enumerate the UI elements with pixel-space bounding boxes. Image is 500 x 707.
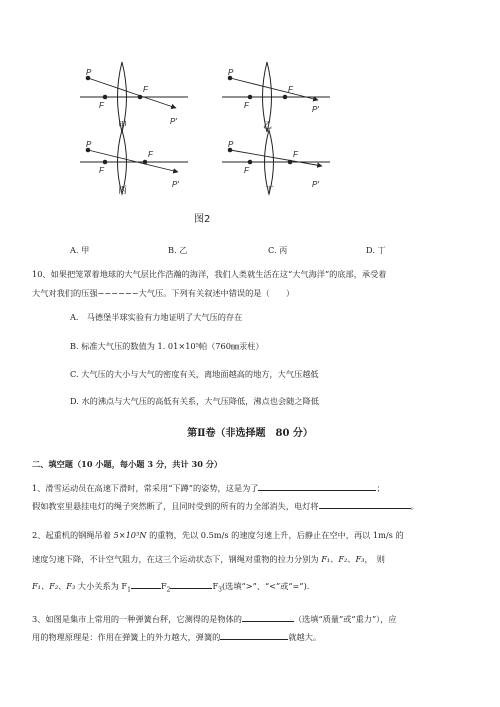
label-p-prime: P′: [172, 180, 179, 189]
light-ray: [230, 150, 322, 166]
option-a[interactable]: A. 甲: [70, 245, 90, 255]
q1-blank-2[interactable]: [319, 499, 411, 509]
q3-line2: [32, 630, 321, 643]
q2-text: F: [212, 581, 219, 591]
q3-line1: [32, 612, 397, 625]
label-f: F: [99, 101, 104, 110]
q3-text: 3、如图是集市上常用的一种弹簧台秤，它测得的是物体的: [32, 614, 242, 624]
label-p: P: [86, 68, 92, 77]
option-c[interactable]: C. 丙: [268, 245, 288, 255]
caption-yi: 乙: [263, 121, 273, 131]
q10-option-a[interactable]: A. 马德堡半球实验有力地证明了大气压的存在: [70, 312, 243, 322]
q2-text: F: [160, 581, 167, 591]
q1-punct: ；: [376, 483, 385, 493]
q2-line1: [32, 529, 404, 541]
q3-blank-2[interactable]: [220, 630, 288, 640]
focus-left: [103, 95, 108, 100]
q1-blank-1[interactable]: [258, 481, 376, 491]
focus-left: [103, 160, 108, 165]
section-title: 第Ⅱ卷（非选择题 80 分）: [187, 428, 313, 439]
label-f: F: [143, 85, 148, 94]
q3-text: （选填“质量”或“重力”），应: [293, 614, 397, 624]
q1-line1: [32, 481, 385, 494]
lens-figure: [0, 0, 500, 235]
label-f: F: [148, 150, 153, 159]
q10-stem-line1: 10、如果把笼罩着地球的大气层比作浩瀚的海洋，我们人类就生活在这“大气海洋”的底部，承受着: [32, 269, 387, 279]
q3-text: 用的物理原理是：作用在弹簧上的外力越大，弹簧的: [32, 632, 221, 642]
q2-weight: 5×10³N: [113, 530, 147, 540]
q2-sub: 2: [166, 586, 171, 594]
option-d[interactable]: D. 丁: [366, 245, 386, 255]
q1-line2: [32, 499, 419, 512]
label-p: P: [86, 140, 92, 149]
label-f: F: [99, 166, 104, 175]
label-p: P: [228, 140, 234, 149]
q2-text: 2、起重机的钢绳吊着: [32, 530, 111, 540]
caption-bing: 丙: [118, 186, 128, 196]
q2-text: 的重物，先以 0.5m/s 的速度匀速上升，后静止在空中，再以 1m/s 的: [149, 530, 404, 540]
label-p-prime: P′: [312, 180, 319, 189]
option-b[interactable]: B. 乙: [168, 245, 188, 255]
label-f: F: [244, 166, 249, 175]
label-p-prime: P′: [170, 117, 177, 126]
diagram-jia: [80, 62, 188, 132]
label-f: F: [244, 101, 249, 110]
q2-sub: 1: [127, 586, 131, 594]
q3-text: 就越大。: [288, 632, 322, 642]
q2-forces: F₁、F₂、F₃: [321, 554, 365, 564]
diagram-bing: [80, 130, 188, 196]
q1-punct: 。: [410, 501, 419, 511]
q2-sub: 3: [218, 586, 222, 594]
label-p: P: [228, 68, 234, 77]
label-f: F: [293, 150, 298, 159]
focus-right: [283, 95, 288, 100]
caption-ding: 丁: [265, 186, 275, 196]
q2-line2: [32, 553, 385, 565]
diagram-ding: [222, 130, 330, 196]
q2-blank-2[interactable]: [170, 579, 212, 589]
focus-left: [248, 160, 253, 165]
q2-text: 大小关系为 F: [77, 581, 128, 591]
q10-option-c[interactable]: C. 大气压的大小与大气的密度有关，离地面越高的地方，大气压越低: [70, 369, 319, 379]
q2-forces: F₁、F₂、F₃: [32, 581, 76, 591]
q2-text: 速度匀速下降，不计空气阻力，在这三个运动状态下，钢绳对重物的拉力分别为: [32, 554, 319, 564]
q2-blank-1[interactable]: [131, 579, 161, 589]
q10-option-d[interactable]: D. 水的沸点与大气压的高低有关系，大气压降低，沸点也会随之降低: [70, 396, 319, 406]
q1-text: 1、滑雪运动员在高速下滑时，常采用“下蹲”的姿势，这是为了: [32, 483, 259, 493]
label-p-prime: P′: [312, 105, 319, 114]
focus-left: [248, 95, 253, 100]
figure-title: 图2: [194, 214, 211, 225]
q1-text: 假如教室里悬挂电灯的绳子突然断了，且同时受到的所有的力全部消失，电灯将: [32, 501, 319, 511]
q10-option-b[interactable]: B. 标准大气压的数值为 1. 01×10⁵帕（760㎜汞柱）: [70, 341, 264, 351]
q2-line3: [32, 579, 315, 597]
diagram-yi: [222, 62, 330, 132]
part2-title: 二、填空题（10 小题，每小题 3 分，共计 30 分）: [32, 459, 223, 469]
q3-blank-1[interactable]: [242, 612, 294, 622]
q2-text: ， 则: [364, 554, 385, 564]
caption-jia: 甲: [118, 121, 128, 131]
label-f: F: [288, 85, 293, 94]
q10-stem-line2: 大气对我们的压强−−−−−−大气压。下列有关叙述中错误的是（ ）: [32, 288, 295, 298]
q2-text: (选填“>”、“<”或“=”)．: [221, 581, 315, 591]
